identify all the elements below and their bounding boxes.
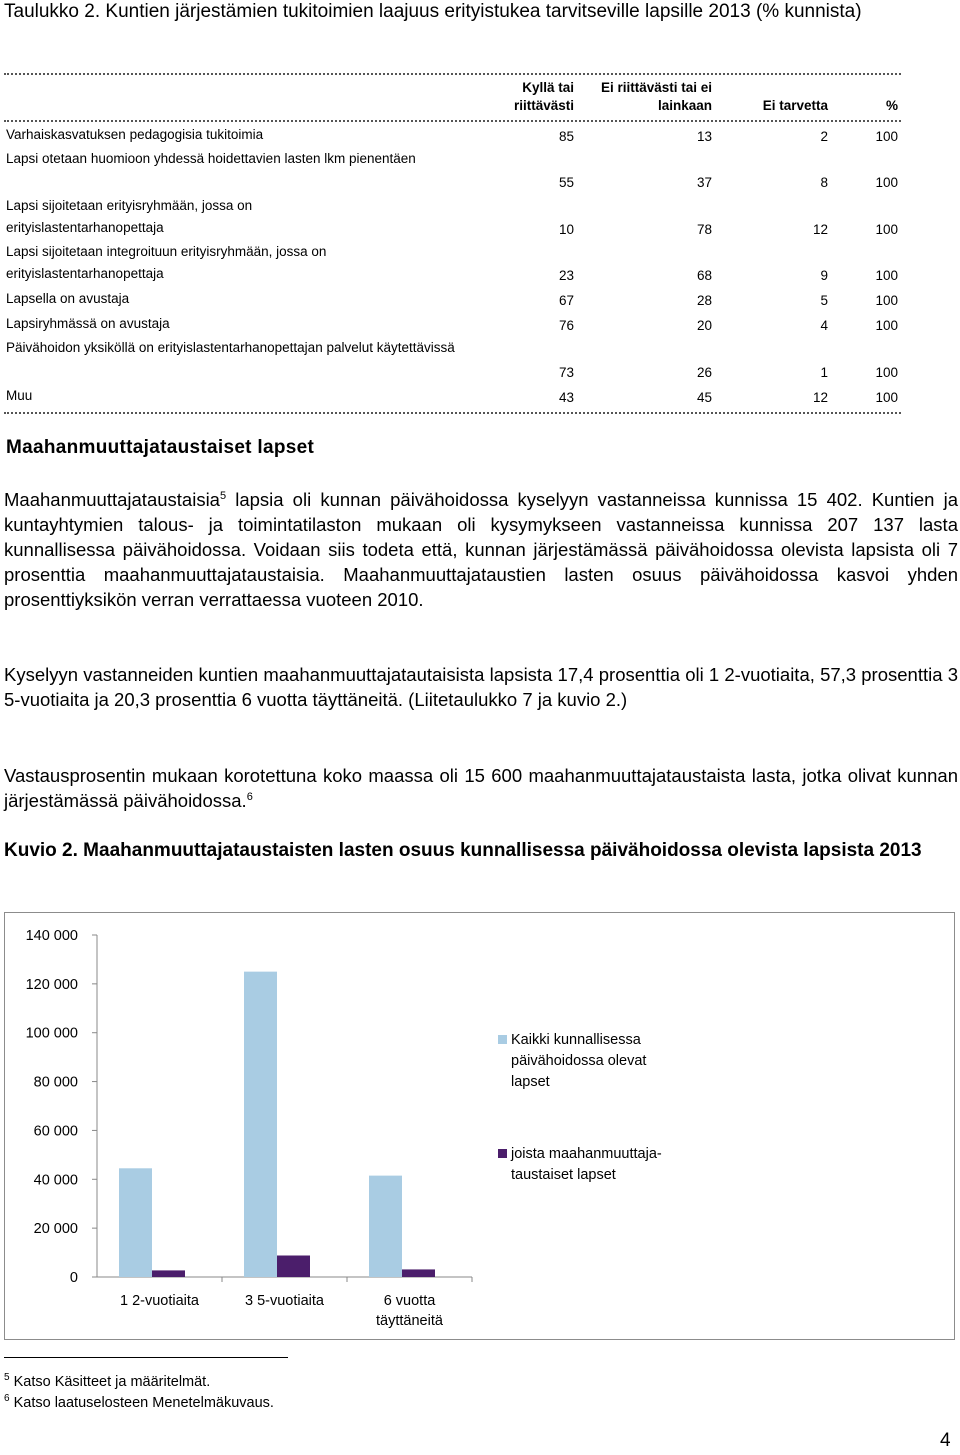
x-tick-label: 1 2-vuotiaita xyxy=(120,1293,199,1309)
cell: 4 xyxy=(820,318,828,333)
cell: 26 xyxy=(696,365,712,380)
x-tick-label: 3 5-vuotiaita xyxy=(245,1293,324,1309)
legend-label: Kaikki kunnallisessa xyxy=(511,1032,641,1048)
footnote-5 xyxy=(4,1369,210,1391)
cell: 9 xyxy=(820,268,828,283)
legend-label: taustaiset lapset xyxy=(511,1167,616,1183)
footnote-rule xyxy=(4,1357,288,1358)
page-number: 4 xyxy=(940,1430,951,1451)
cell: 76 xyxy=(558,318,574,333)
cell: 2 xyxy=(820,129,828,144)
y-tick-label: 20 000 xyxy=(33,1221,78,1238)
cell: 12 xyxy=(812,390,828,405)
y-tick-label: 0 xyxy=(69,1270,78,1286)
cell: 100 xyxy=(875,365,898,380)
y-tick-label: 120 000 xyxy=(25,976,78,993)
footnote-text: Katso laatuselosteen Menetelmäkuvaus. xyxy=(13,1394,274,1411)
y-tick-label: 80 000 xyxy=(33,1074,78,1091)
cell: 23 xyxy=(558,268,574,283)
row-label: Lapsella on avustaja xyxy=(6,291,130,306)
cell: 100 xyxy=(875,390,898,405)
paragraph-3 xyxy=(4,763,958,813)
cell: 43 xyxy=(558,390,574,405)
header-no-need: Ei tarvetta xyxy=(762,98,828,113)
table-top-rule xyxy=(4,73,901,75)
bar xyxy=(369,1176,402,1277)
y-tick-label: 140 000 xyxy=(25,928,78,944)
bar xyxy=(277,1256,310,1277)
cell: 78 xyxy=(696,222,712,237)
cell: 68 xyxy=(696,268,712,283)
row-label: Lapsi otetaan huomioon yhdessä hoidettavien lasten lkm pienentäen xyxy=(6,151,416,166)
table-bottom-rule xyxy=(4,412,901,414)
figure-caption: Kuvio 2. Maahanmuuttajataustaisten lasten osuus kunnallisessa päivähoidossa olevista lapsista 2013 xyxy=(4,840,922,861)
cell: 12 xyxy=(812,222,828,237)
cell: 73 xyxy=(558,365,574,380)
cell: 28 xyxy=(696,293,712,308)
cell: 1 xyxy=(820,365,828,380)
cell: 67 xyxy=(558,293,574,308)
footnote-number: 6 xyxy=(4,1393,10,1404)
footnote-6 xyxy=(4,1390,274,1412)
cell: 100 xyxy=(875,222,898,237)
paragraph-1 xyxy=(4,487,958,612)
cell: 100 xyxy=(875,268,898,283)
cell: 85 xyxy=(558,129,574,144)
footnote-text: Katso Käsitteet ja määritelmät. xyxy=(13,1373,211,1390)
cell: 10 xyxy=(558,222,574,237)
bar xyxy=(244,972,277,1277)
table-title: Taulukko 2. Kuntien järjestämien tukitoimien laajuus erityistukea tarvitseville lapsille 2013 (% kunnista) xyxy=(4,1,862,22)
table-header-rule xyxy=(4,120,901,122)
cell: 100 xyxy=(875,129,898,144)
legend-label: päivähoidossa olevat xyxy=(511,1053,647,1069)
cell: 100 xyxy=(875,175,898,190)
header-insufficient: Ei riittävästi tai ei lainkaan xyxy=(600,80,712,113)
paragraph-1-start: Maahanmuuttajataustaisia xyxy=(4,489,220,510)
paragraph-2: Kyselyyn vastanneiden kuntien maahanmuuttajatautaisista lapsista 17,4 prosenttia oli 1 2-vuotiaita, 57,3 prosenttia 3 5-vuotiaita ja 20,3 prosenttia 6 vuotta täyttäneitä. (Liitetaulukko 7 ja kuvio 2.) xyxy=(4,664,958,710)
bar xyxy=(152,1270,185,1277)
row-label: Varhaiskasvatuksen pedagogisia tukitoimia xyxy=(6,127,264,142)
y-tick-label: 100 000 xyxy=(25,1025,78,1042)
legend-label: lapset xyxy=(511,1074,550,1090)
cell: 13 xyxy=(696,129,712,144)
header-yes: Kyllä tai riittävästi xyxy=(513,80,574,113)
header-percent: % xyxy=(885,98,898,113)
x-tick-label: 6 vuotta xyxy=(383,1293,436,1309)
cell: 55 xyxy=(558,175,574,190)
cell: 37 xyxy=(696,175,712,190)
x-tick-label: täyttäneitä xyxy=(376,1313,443,1329)
row-label: Lapsi sijoitetaan erityisryhmään, jossa on erityislastentarhanopettaja xyxy=(6,198,253,235)
footnote-ref-5: 5 xyxy=(219,489,227,502)
y-tick-label: 40 000 xyxy=(33,1172,78,1189)
bar xyxy=(119,1168,152,1277)
cell: 100 xyxy=(875,318,898,333)
paragraph-1-rest: lapsia oli kunnan päivähoidossa kyselyyn vastanneissa kunnissa 15 402. Kuntien ja kuntayhtymien talous- ja toimintatilaston mukaan oli kysymykseen vastanneissa kunnissa 207 137 lasta kunnallisessa päivähoidossa. Voidaan siis todeta että, kunnan järjestämässä päivähoidossa olevista lapsista oli 7 prosenttia maahanmuuttajataustaisia. Maahanmuuttajataustien lasten osuus päivähoidossa kasvoi yhden prosenttiyksikön verran verrattaessa vuoteen 2010. xyxy=(4,489,958,610)
row-label: Lapsiryhmässä on avustaja xyxy=(6,316,170,331)
row-label: Lapsi sijoitetaan integroituun erityisryhmään, jossa on erityislastentarhanopettaja xyxy=(6,244,327,281)
cell: 45 xyxy=(696,390,712,405)
row-label: Päivähoidon yksiköllä on erityislastentarhanopettajan palvelut käytettävissä xyxy=(6,340,455,355)
chart-frame xyxy=(4,912,955,1340)
cell: 8 xyxy=(820,175,828,190)
cell: 20 xyxy=(696,318,712,333)
paragraph-3-text: Vastausprosentin mukaan korotettuna koko maassa oli 15 600 maahanmuuttajataustaista lasta, jotka olivat kunnan järjestämässä päivähoidossa. xyxy=(4,765,958,811)
cell: 100 xyxy=(875,293,898,308)
cell: 5 xyxy=(820,293,828,308)
bar xyxy=(402,1269,435,1277)
y-tick-label: 60 000 xyxy=(33,1123,78,1140)
legend-swatch xyxy=(498,1035,507,1044)
section-heading: Maahanmuuttajataustaiset lapset xyxy=(6,437,315,458)
legend-swatch xyxy=(498,1149,507,1158)
bar-chart xyxy=(5,913,956,1341)
footnote-number: 5 xyxy=(4,1372,10,1383)
footnote-ref-6: 6 xyxy=(246,790,253,803)
row-label: Muu xyxy=(6,388,33,403)
legend-label: joista maahanmuuttaja- xyxy=(511,1146,662,1162)
